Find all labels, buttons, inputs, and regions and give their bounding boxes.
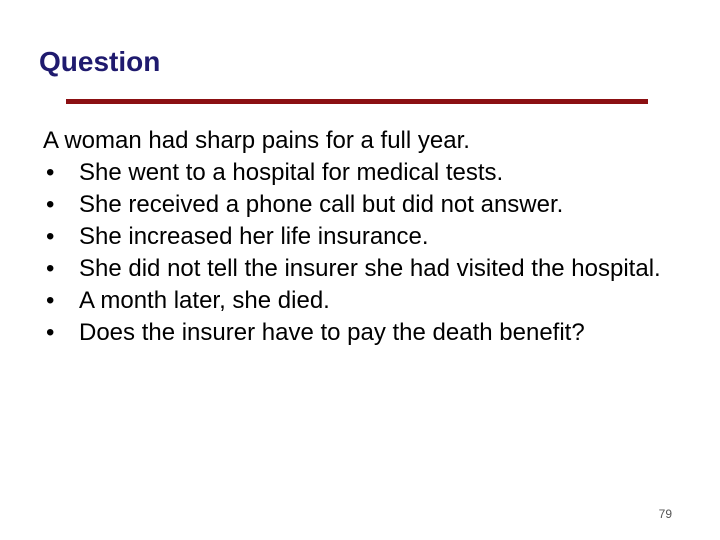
bullet-icon: • [46,319,55,346]
bullet-icon: • [46,159,55,186]
bullet-icon: • [46,223,55,250]
bullet-item [43,253,703,285]
page-number: 79 [658,507,672,521]
bullet-item [43,221,703,253]
bullet-item [43,285,703,317]
bullet-icon: • [46,191,55,218]
bullet-item [43,317,703,349]
title-divider [66,99,648,104]
bullet-list [43,157,703,349]
bullet-text: Does the insurer have to pay the death benefit? [79,319,585,346]
bullet-item [43,189,703,221]
intro-text: A woman had sharp pains for a full year. [43,127,470,154]
bullet-text: A month later, she died. [79,287,330,314]
bullet-text: She received a phone call but did not answer. [79,191,564,218]
bullet-icon: • [46,255,55,282]
slide-title: Question [39,46,161,77]
bullet-text: She went to a hospital for medical tests. [79,159,504,186]
bullet-text: She did not tell the insurer she had visited the hospital. [79,255,661,282]
bullet-text: She increased her life insurance. [79,223,429,250]
slide-body [43,125,703,349]
bullet-icon: • [46,287,55,314]
bullet-item [43,157,703,189]
